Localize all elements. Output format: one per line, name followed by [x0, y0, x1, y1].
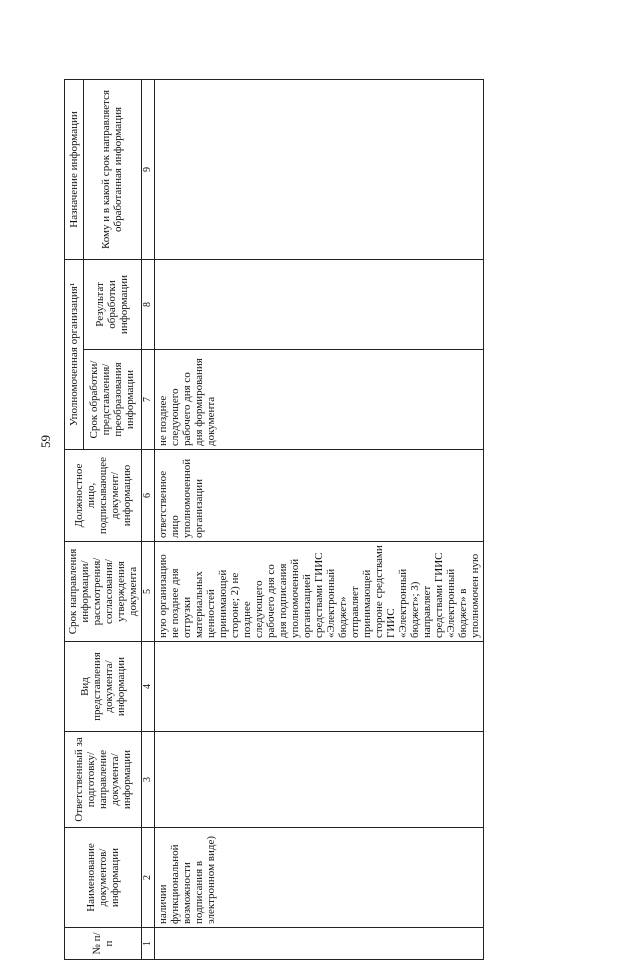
col-number: 4 [142, 642, 155, 732]
header-purpose-group: Назначение информации [65, 80, 84, 260]
col-number: 6 [142, 450, 155, 542]
header-org-group: Уполномоченная организация¹ [65, 260, 84, 450]
col-number: 8 [142, 260, 155, 350]
cell-doc-name: наличии функциональной возможности подписания в электронном виде) [155, 828, 484, 928]
rotated-page [64, 0, 554, 960]
header-doc-name: Наименование документов/ информации [65, 828, 142, 928]
table-row [155, 80, 484, 960]
page-number: 59 [38, 435, 53, 448]
header-view: Вид представления документа/ информации [65, 642, 142, 732]
cell-view [155, 642, 484, 732]
header-official: Должностное лицо, подписывающее документ/ информацию [65, 450, 142, 542]
cell-num [155, 928, 484, 960]
cell-deadline: ную организацию не позднее дня отгрузки материальных ценностей принимающей стороне; 2) не позднее следующего рабочего дня со дня подписания уполномоченной организацией средствами ГИИС «Электронный бюджет» отправляет принимающей стороне средствами ГИИС «Электронный бюджет»; 3) направляет средствами ГИИС «Электронный бюджет» в уполномочен ную [155, 542, 484, 642]
col-number: 9 [142, 80, 155, 260]
col-number: 5 [142, 542, 155, 642]
col-number: 3 [142, 732, 155, 828]
header-row-1 [65, 80, 84, 960]
cell-processing-time: не позднее следующего рабочего дня со дня формирования документа [155, 350, 484, 450]
cell-responsible [155, 732, 484, 828]
cell-result [155, 260, 484, 350]
col-number: 7 [142, 350, 155, 450]
cell-official: ответственное лицо уполномоченной организации [155, 450, 484, 542]
header-processing-time: Срок обработки/ представления/ преобразования информации [83, 350, 141, 450]
cell-recipient [155, 80, 484, 260]
column-number-row [142, 80, 155, 960]
data-table [64, 79, 484, 960]
header-result: Результат обработки информации [83, 260, 141, 350]
col-number: 1 [142, 928, 155, 960]
header-recipient: Кому и в какой срок направляется обработанная информация [83, 80, 141, 260]
header-deadline: Срок направления информации/ рассмотрения/ согласования/ утверждения документа [65, 542, 142, 642]
header-responsible: Ответственный за подготовку/ направление документа/ информации [65, 732, 142, 828]
col-number: 2 [142, 828, 155, 928]
header-num: № п/п [65, 928, 142, 960]
